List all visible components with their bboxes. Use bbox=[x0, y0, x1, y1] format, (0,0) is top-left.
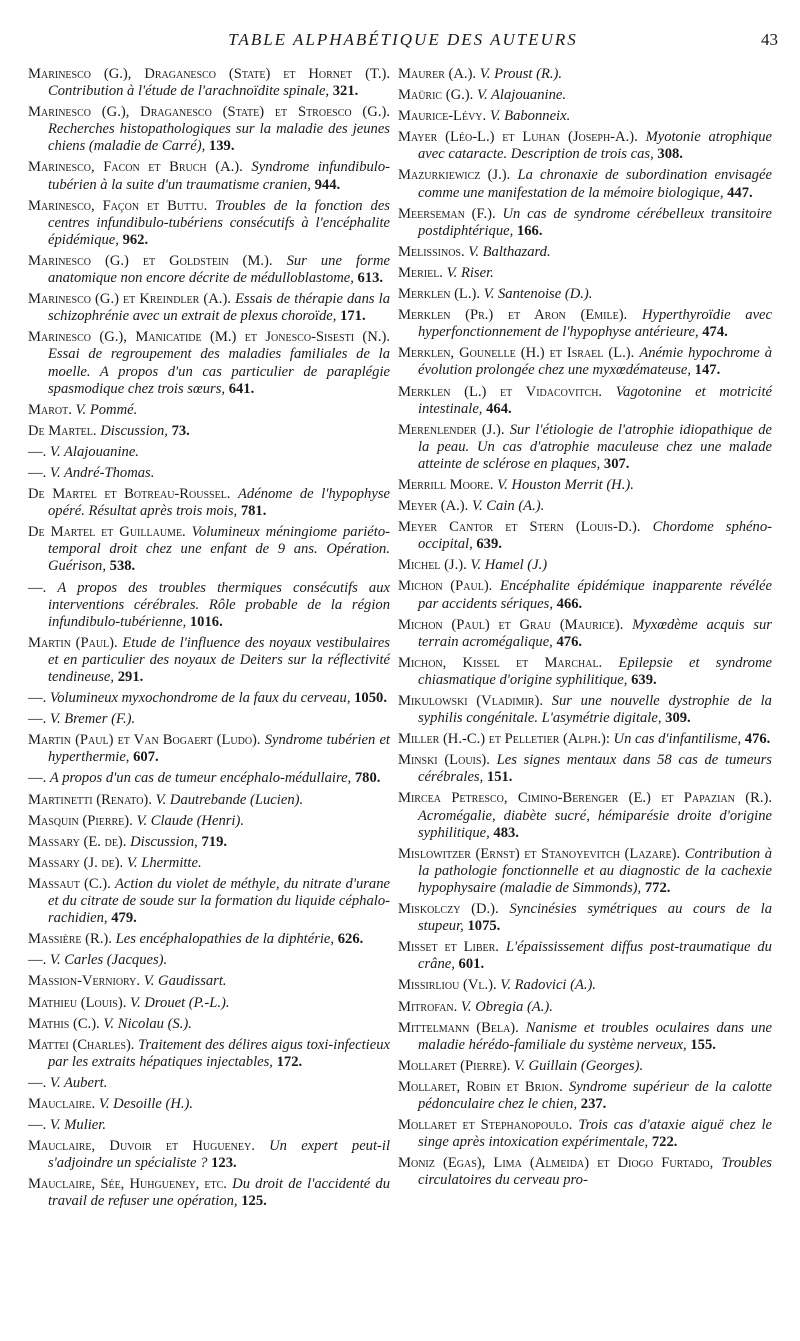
work-title: V. Alajouanine. bbox=[49, 443, 139, 460]
page-reference: 626. bbox=[337, 931, 364, 948]
author-name: —. bbox=[28, 1074, 47, 1091]
index-entry bbox=[398, 693, 772, 727]
work-title: Traitement des délires aigus toxi-infectieux par les extraits hépatiques injectables, bbox=[48, 1036, 390, 1070]
work-title: V. Carles (Jacques). bbox=[49, 952, 168, 969]
work-title: Troubles circulatoires du cerveau pro- bbox=[418, 1155, 772, 1189]
work-title: V. Mulier. bbox=[49, 1117, 106, 1134]
work-title: A propos d'un cas de tumeur encéphalo-médullaire, bbox=[49, 770, 352, 787]
index-entry bbox=[398, 66, 772, 83]
work-title: V. Santenoise (D.). bbox=[483, 286, 593, 303]
author-name: Mollaret (Pierre). bbox=[398, 1057, 511, 1074]
author-name: Massary (J. de). bbox=[28, 854, 124, 871]
work-title: V. Aubert. bbox=[49, 1074, 108, 1091]
author-name: —. bbox=[28, 579, 47, 596]
author-name: De Martel et Botreau-Roussel. bbox=[28, 486, 231, 503]
index-entry bbox=[28, 253, 390, 287]
index-entry bbox=[28, 1075, 390, 1092]
index-entry bbox=[28, 690, 390, 707]
author-name: Martin (Paul). bbox=[28, 634, 118, 651]
index-entry bbox=[28, 952, 390, 969]
page-header bbox=[28, 26, 778, 56]
page-reference: 474. bbox=[702, 324, 728, 341]
work-title: Anémie hypochrome à évolution prolongée chez une myxœdémateuse, bbox=[418, 345, 773, 379]
author-name: Mircea Petresco, Cimino-Berenger (E.) et Papazian (R.). bbox=[398, 790, 772, 807]
work-title: V. Gaudissart. bbox=[143, 973, 227, 990]
index-entry bbox=[28, 1176, 390, 1210]
index-entry bbox=[28, 813, 390, 830]
work-title: Sur une nouvelle dystrophie de la syphilis congénitale. L'asymétrie digitale, bbox=[418, 693, 772, 727]
work-title: La chronaxie de subordination envisagée comme une manifestation de la mémoire biologique, bbox=[418, 167, 773, 201]
work-title: Encéphalite épidémique inapparente révélée par accidents sériques, bbox=[418, 578, 772, 612]
author-name: Merenlender (J.). bbox=[398, 421, 505, 438]
index-entry bbox=[28, 876, 390, 927]
work-title: V. André-Thomas. bbox=[49, 464, 155, 481]
page-reference: 464. bbox=[486, 400, 512, 417]
author-name: De Martel et Guillaume. bbox=[28, 524, 186, 541]
page-reference: 719. bbox=[201, 833, 228, 850]
index-entry bbox=[28, 329, 390, 397]
index-entry bbox=[398, 87, 772, 104]
work-title: Volumineux méningiome pariéto-temporal droit chez une enfant de 9 ans. Opération. Guérison, bbox=[48, 524, 390, 575]
work-title: Essais de thérapie dans la schizophrénie avec un extrait de plexus choroïde, bbox=[48, 291, 391, 325]
page-reference: 780. bbox=[354, 770, 381, 787]
work-title: Epilepsie et syndrome chiasmatique d'origine syphilitique, bbox=[418, 654, 772, 688]
author-name: Marinesco, Facon et Bruch (A.). bbox=[28, 159, 243, 176]
work-title: Syndrome infundibulo-tubérien à la suite d'un traumatisme cranien, bbox=[48, 159, 391, 193]
index-entry bbox=[28, 1138, 390, 1172]
running-title: TABLE ALPHABÉTIQUE DES AUTEURS bbox=[228, 30, 578, 49]
index-entry bbox=[398, 108, 772, 125]
index-entry bbox=[28, 770, 390, 787]
work-title: V. Desoille (H.). bbox=[98, 1095, 194, 1112]
author-name: Merklen (Pr.) et Aron (Emile). bbox=[398, 307, 628, 324]
author-name: Mathieu (Louis). bbox=[28, 994, 127, 1011]
page-reference: 944. bbox=[314, 176, 341, 193]
work-title: Action du violet de méthyle, du nitrate d'urane et du citrate de soude sur la formation du liquide céphalo-rachidien, bbox=[48, 875, 390, 927]
page-reference: 781. bbox=[240, 503, 267, 520]
left-column bbox=[28, 66, 390, 1215]
page-reference: 147. bbox=[694, 362, 721, 379]
index-entry bbox=[28, 402, 390, 419]
index-entry bbox=[28, 1016, 390, 1033]
page-reference: 123. bbox=[211, 1155, 237, 1172]
work-title: Discussion, bbox=[130, 833, 198, 850]
work-title: V. Pommé. bbox=[75, 401, 138, 418]
page-reference: 73. bbox=[171, 422, 190, 439]
author-name: Martinetti (Renato). bbox=[28, 791, 152, 808]
work-title: V. Dautrebande (Lucien). bbox=[155, 791, 304, 808]
index-entry bbox=[28, 66, 390, 100]
author-name: —. bbox=[28, 1117, 47, 1134]
author-name: Merklen, Gounelle (H.) et Israel (L.). bbox=[398, 345, 635, 362]
author-name: Marinesco (G.) et Kreindler (A.). bbox=[28, 291, 231, 308]
index-entry bbox=[28, 855, 390, 872]
page-reference: 476. bbox=[556, 633, 583, 650]
work-title: Etude de l'influence des noyaux vestibulaires et en particulier des noyaux de Deiters sur la réflectivité tendineuse, bbox=[48, 634, 390, 685]
work-title: Contribution à l'étude de l'arachnoïdite spinale, bbox=[48, 83, 330, 100]
author-name: —. bbox=[28, 464, 47, 481]
index-entry bbox=[28, 486, 390, 520]
page-reference: 291. bbox=[117, 669, 144, 685]
index-entry bbox=[398, 1155, 772, 1189]
work-title: Hyperthyroïdie avec hyperfonctionnement de l'hypophyse antérieure, bbox=[418, 307, 772, 341]
index-entry bbox=[28, 580, 390, 631]
author-name: Mattei (Charles). bbox=[28, 1036, 135, 1053]
work-title: Troubles de la fonction des centres infundibulo-tubériens consécutifs à l'encéphalite épidémique, bbox=[48, 197, 390, 248]
work-title: V. Balthazard. bbox=[468, 243, 551, 260]
page-reference: 601. bbox=[458, 956, 485, 973]
work-title: Sur une forme anatomique non encore décrite de médulloblastome, bbox=[48, 252, 390, 287]
index-entry bbox=[398, 752, 772, 786]
author-name: Marinesco (G.) et Goldstein (M.). bbox=[28, 252, 273, 269]
author-name: Marinesco (G.), Draganesco (State) et Stroesco (G.). bbox=[28, 104, 390, 121]
index-entry bbox=[398, 286, 772, 303]
page-reference: 641. bbox=[228, 380, 255, 397]
page-reference: 155. bbox=[690, 1036, 716, 1053]
page-reference: 476. bbox=[744, 731, 771, 748]
author-name: Mikulowski (Vladimir). bbox=[398, 693, 543, 709]
page-reference: 607. bbox=[133, 749, 159, 766]
author-name: Massière (R.). bbox=[28, 931, 112, 948]
author-name: Mislowitzer (Ernst) et Stanoyevitch (Lazare). bbox=[398, 845, 681, 862]
index-entry bbox=[28, 465, 390, 482]
index-entry bbox=[398, 244, 772, 261]
page-reference: 307. bbox=[603, 455, 630, 472]
index-entry bbox=[28, 1117, 390, 1134]
author-name: Marinesco (G.), Draganesco (State) et Hornet (T.). bbox=[28, 66, 390, 82]
page-reference: 962. bbox=[122, 231, 149, 248]
index-entry bbox=[398, 617, 772, 651]
author-name: Meriel. bbox=[398, 264, 443, 281]
author-name: —. bbox=[28, 690, 47, 707]
author-name: Miskolczy (D.). bbox=[398, 901, 499, 918]
page-reference: 466. bbox=[556, 595, 583, 612]
work-title: Adénome de l'hypophyse opéré. Résultat après trois mois, bbox=[48, 486, 390, 520]
author-name: Michel (J.). bbox=[398, 557, 467, 574]
work-title: Sur l'étiologie de l'atrophie idiopathique de la peau. Un cas d'atrophie maculeuse chez une malade atteinte de sclérose en plaques, bbox=[418, 421, 772, 472]
work-title: Du droit de l'accidenté du travail de refuser une opération, bbox=[48, 1176, 390, 1210]
index-entry bbox=[398, 557, 772, 574]
page-reference: 171. bbox=[340, 308, 366, 325]
page-reference: 772. bbox=[644, 879, 671, 896]
work-title: Recherches histopathologiques sur la maladie des jeunes chiens (maladie de Carré), bbox=[48, 121, 390, 155]
index-entry bbox=[28, 711, 390, 728]
work-title: Volumineux myxochondrome de la faux du cerveau, bbox=[49, 690, 351, 707]
index-entry bbox=[28, 635, 390, 686]
author-name: De Martel. bbox=[28, 422, 97, 439]
index-entry bbox=[398, 498, 772, 515]
author-name: Minski (Louis). bbox=[398, 752, 490, 769]
index-entry bbox=[28, 995, 390, 1012]
index-entry bbox=[398, 999, 772, 1016]
index-entry bbox=[28, 1037, 390, 1071]
author-name: Mollaret et Stephanopoulo. bbox=[398, 1117, 573, 1134]
page-reference: 166. bbox=[516, 222, 543, 239]
index-entry bbox=[398, 265, 772, 282]
index-entry bbox=[398, 1079, 772, 1113]
page-reference: 308. bbox=[657, 146, 683, 163]
author-name: Michon (Paul) et Grau (Maurice). bbox=[398, 616, 624, 633]
work-title: L'épaississement diffus post-traumatique du crâne, bbox=[418, 939, 772, 973]
author-name: Maurice-Lévy. bbox=[398, 108, 487, 125]
author-name: Michon, Kissel et Marchal. bbox=[398, 654, 603, 671]
author-name: Michon (Paul). bbox=[398, 578, 493, 595]
work-title: Discussion, bbox=[100, 422, 168, 439]
index-entry bbox=[28, 973, 390, 990]
work-title: Syncinésies symétriques au cours de la stupeur, bbox=[418, 901, 773, 935]
index-entry bbox=[398, 1058, 772, 1075]
author-name: Meyer (A.). bbox=[398, 498, 469, 515]
index-entry bbox=[398, 307, 772, 341]
index-entry bbox=[398, 519, 772, 553]
index-entry bbox=[398, 345, 772, 379]
index-entry bbox=[398, 129, 772, 163]
author-name: Mauclaire. bbox=[28, 1095, 96, 1112]
index-entry bbox=[398, 1117, 772, 1151]
page-reference: 172. bbox=[276, 1053, 303, 1070]
right-column bbox=[398, 66, 772, 1193]
page-number: 43 bbox=[761, 30, 778, 49]
index-entry bbox=[398, 939, 772, 973]
author-name: Mitrofan. bbox=[398, 998, 458, 1015]
author-name: Marinesco (G.), Manicatide (M.) et Jonesco-Sisesti (N.). bbox=[28, 329, 390, 346]
author-name: Moniz (Egas), Lima (Almeida) et Diogo Furtado, bbox=[398, 1155, 714, 1172]
page-reference: 483. bbox=[493, 824, 519, 841]
author-name: Missirliou (Vl.). bbox=[398, 977, 497, 994]
author-name: Marinesco, Façon et Buttu. bbox=[28, 197, 208, 214]
author-name: Martin (Paul) et Van Bogaert (Ludo). bbox=[28, 732, 261, 749]
author-name: Massaut (C.). bbox=[28, 875, 111, 892]
index-entry bbox=[398, 477, 772, 494]
index-entry bbox=[28, 1096, 390, 1113]
author-name: Merklen (L.). bbox=[398, 286, 480, 303]
index-entry bbox=[28, 198, 390, 249]
work-title: V. Alajouanine. bbox=[476, 87, 567, 104]
author-name: Mathis (C.). bbox=[28, 1015, 100, 1032]
work-title: Acromégalie, diabète sucré, hémiparésie droite d'origine syphilitique, bbox=[418, 807, 772, 841]
author-name: Merrill Moore. bbox=[398, 476, 494, 493]
work-title: Un cas d'infantilisme, bbox=[613, 731, 742, 748]
work-title: Essai de regroupement des maladies familiales de la moelle. A propos d'un cas particulier de paraplégie spasmodique chez trois sœurs, bbox=[48, 346, 390, 397]
work-title: V. Guillain (Georges). bbox=[514, 1057, 644, 1074]
index-entry bbox=[398, 977, 772, 994]
index-entry bbox=[398, 384, 772, 418]
index-entry bbox=[398, 655, 772, 689]
author-name: Mollaret, Robin et Brion. bbox=[398, 1078, 563, 1095]
index-entry bbox=[28, 792, 390, 809]
page-reference: 1075. bbox=[467, 918, 501, 935]
work-title: V. Obregia (A.). bbox=[460, 998, 553, 1015]
page-reference: 447. bbox=[727, 184, 753, 201]
author-name: Maüric (G.). bbox=[398, 87, 474, 104]
work-title: Contribution à la pathologie fonctionnelle et au diagnostic de la cachexie hypophysaire (maladie de Simmonds), bbox=[418, 845, 772, 896]
index-entry bbox=[398, 846, 772, 897]
index-entry bbox=[398, 578, 772, 612]
work-title: Nanisme et troubles oculaires dans une maladie hérédo-familiale du système nerveux, bbox=[418, 1019, 772, 1053]
page-reference: 479. bbox=[111, 910, 137, 927]
index-entry bbox=[28, 291, 390, 325]
work-title: Syndrome supérieur de la calotte pédonculaire chez le chien, bbox=[418, 1078, 772, 1112]
work-title: V. Babonneix. bbox=[489, 108, 571, 125]
index-entry bbox=[28, 524, 390, 575]
page-reference: 125. bbox=[241, 1193, 267, 1210]
author-name: Mazurkiewicz (J.). bbox=[398, 167, 511, 184]
page-reference: 538. bbox=[109, 558, 136, 575]
author-name: Masquin (Pierre). bbox=[28, 812, 133, 829]
index-entry bbox=[28, 931, 390, 948]
work-title: V. Cain (A.). bbox=[471, 498, 545, 515]
author-name: —. bbox=[28, 443, 47, 460]
page-reference: 237. bbox=[580, 1095, 607, 1112]
author-name: Miller (H.-C.) et Pelletier (Alph.): bbox=[398, 731, 610, 748]
author-name: —. bbox=[28, 711, 47, 728]
work-title: V. Proust (R.). bbox=[479, 66, 563, 82]
author-name: —. bbox=[28, 770, 47, 787]
index-entry bbox=[398, 422, 772, 473]
work-title: V. Bremer (F.). bbox=[49, 711, 136, 728]
page-reference: 139. bbox=[208, 138, 235, 155]
author-name: Mauclaire, Duvoir et Hugueney. bbox=[28, 1138, 255, 1155]
work-title: Syndrome tubérien et hyperthermie, bbox=[48, 732, 390, 766]
work-title: V. Lhermitte. bbox=[126, 854, 202, 871]
page-reference: 1050. bbox=[354, 690, 387, 707]
work-title: Les signes mentaux dans 58 cas de tumeurs cérébrales, bbox=[418, 752, 772, 786]
author-name: Meerseman (F.). bbox=[398, 205, 496, 222]
page-reference: 1016. bbox=[189, 613, 223, 630]
author-name: Mauclaire, Sée, Huhgueney, etc. bbox=[28, 1176, 227, 1193]
work-title: Myxœdème acquis sur terrain acromégalique, bbox=[418, 616, 772, 650]
index-entry bbox=[398, 206, 772, 240]
work-title: V. Nicolau (S.). bbox=[103, 1015, 192, 1032]
index-entry bbox=[398, 1020, 772, 1054]
work-title: V. Claude (Henri). bbox=[136, 812, 244, 829]
page-reference: 639. bbox=[476, 536, 502, 553]
author-name: Marot. bbox=[28, 401, 72, 418]
index-entry bbox=[398, 790, 772, 841]
index-entry bbox=[28, 423, 390, 440]
work-title: Les encéphalopathies de la diphtérie, bbox=[115, 931, 335, 948]
author-name: —. bbox=[28, 952, 47, 969]
page-reference: 321. bbox=[332, 83, 359, 100]
page-reference: 613. bbox=[357, 270, 384, 287]
work-title: Un expert peut-il s'adjoindre un spécialiste ? bbox=[48, 1138, 390, 1172]
author-name: Merklen (L.) et Vidacovitch. bbox=[398, 383, 603, 400]
index-entry bbox=[28, 732, 390, 766]
work-title: Myotonie atrophique avec cataracte. Description de trois cas, bbox=[418, 129, 772, 163]
work-title: V. Houston Merrit (H.). bbox=[497, 476, 634, 493]
page-reference: 639. bbox=[631, 671, 657, 688]
work-title: V. Hamel (J.) bbox=[470, 557, 548, 574]
author-name: Melissinos. bbox=[398, 243, 465, 260]
author-name: Maurer (A.). bbox=[398, 66, 477, 82]
work-title: Un cas de syndrome cérébelleux transitoire postdiphtérique, bbox=[418, 205, 772, 239]
author-name: Misset et Liber. bbox=[398, 939, 499, 956]
index-entry bbox=[28, 159, 390, 193]
author-name: Massion-Verniory. bbox=[28, 973, 141, 990]
index-entry bbox=[28, 444, 390, 461]
page-reference: 151. bbox=[486, 769, 513, 786]
author-name: Massary (E. de). bbox=[28, 833, 127, 850]
work-title: V. Riser. bbox=[446, 264, 494, 281]
index-entry bbox=[398, 167, 772, 201]
index-entry bbox=[28, 104, 390, 155]
author-name: Mittelmann (Bela). bbox=[398, 1019, 519, 1036]
page-reference: 722. bbox=[651, 1134, 678, 1151]
work-title: V. Drouet (P.-L.). bbox=[130, 994, 230, 1011]
index-entry bbox=[28, 834, 390, 851]
index-entry bbox=[398, 731, 772, 748]
work-title: Chordome sphéno-occipital, bbox=[418, 519, 772, 553]
index-entry bbox=[398, 901, 772, 935]
work-title: V. Radovici (A.). bbox=[500, 977, 597, 994]
page-reference: 309. bbox=[665, 710, 691, 727]
work-title: Vagotonine et motricité intestinale, bbox=[418, 383, 772, 417]
work-title: A propos des troubles thermiques consécutifs aux interventions cérébrales. Rôle probable de la région infundibulo-tubérienne, bbox=[48, 579, 391, 630]
author-name: Mayer (Léo-L.) et Luhan (Joseph-A.). bbox=[398, 129, 638, 146]
author-name: Meyer Cantor et Stern (Louis-D.). bbox=[398, 519, 641, 536]
work-title: Trois cas d'ataxie aiguë chez le singe après intoxication expérimentale, bbox=[418, 1117, 772, 1151]
